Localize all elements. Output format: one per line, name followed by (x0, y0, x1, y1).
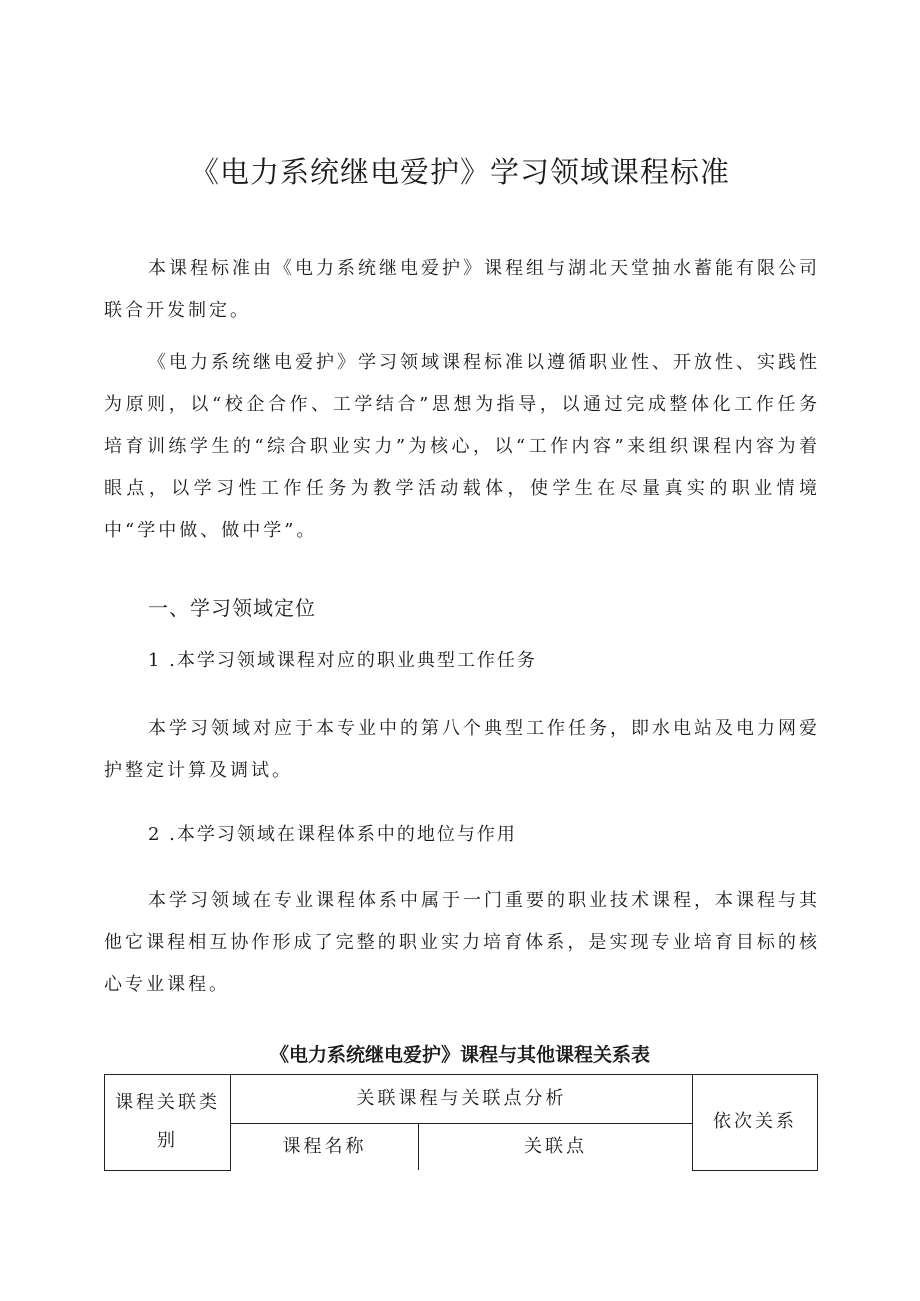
header-category (105, 1075, 231, 1171)
subsection-paragraph-1: 本学习领域对应于本专业中的第八个典型工作任务，即水电站及电力网爱护整定计算及调试。 (104, 718, 820, 781)
subsection-heading-2: 2 .本学习领域在课程体系中的地位与作用 (148, 824, 517, 845)
header-category-label: 课程关联类别 (115, 1092, 220, 1152)
relation-table (104, 1074, 818, 1171)
document-title: 《电力系统继电爱护》学习领域课程标准 (189, 155, 730, 189)
header-point: 关联点 (419, 1124, 693, 1171)
table-title: 《电力系统继电爱护》课程与其他课程关系表 (269, 1044, 650, 1066)
header-course-name: 课程名称 (231, 1124, 419, 1171)
intro-paragraph-2: 《电力系统继电爱护》学习领域课程标准以遵循职业性、开放性、实践性为原则，以“校企合作、工学结合”思想为指导，以通过完成整体化工作任务培育训练学生的“综合职业实力”为核心，以“工作内容”来组织课程内容为着眼点，以学习性工作任务为教学活动载体，使学生在尽量真实的职业情境中“学中做、做中学”。 (104, 352, 820, 541)
header-relation: 依次关系 (693, 1075, 818, 1171)
subsection-heading-1: 1 .本学习领域课程对应的职业典型工作任务 (148, 650, 537, 671)
intro-paragraph-1: 本课程标准由《电力系统继电爱护》课程组与湖北天堂抽水蓄能有限公司联合开发制定。 (104, 258, 820, 321)
subsection-paragraph-2: 本学习领域在专业课程体系中属于一门重要的职业技术课程，本课程与其他它课程相互协作形成了完整的职业实力培育体系，是实现专业培育目标的核心专业课程。 (104, 890, 820, 995)
section-heading: 一、学习领域定位 (148, 596, 316, 620)
header-analysis: 关联课程与关联点分析 (231, 1075, 693, 1124)
